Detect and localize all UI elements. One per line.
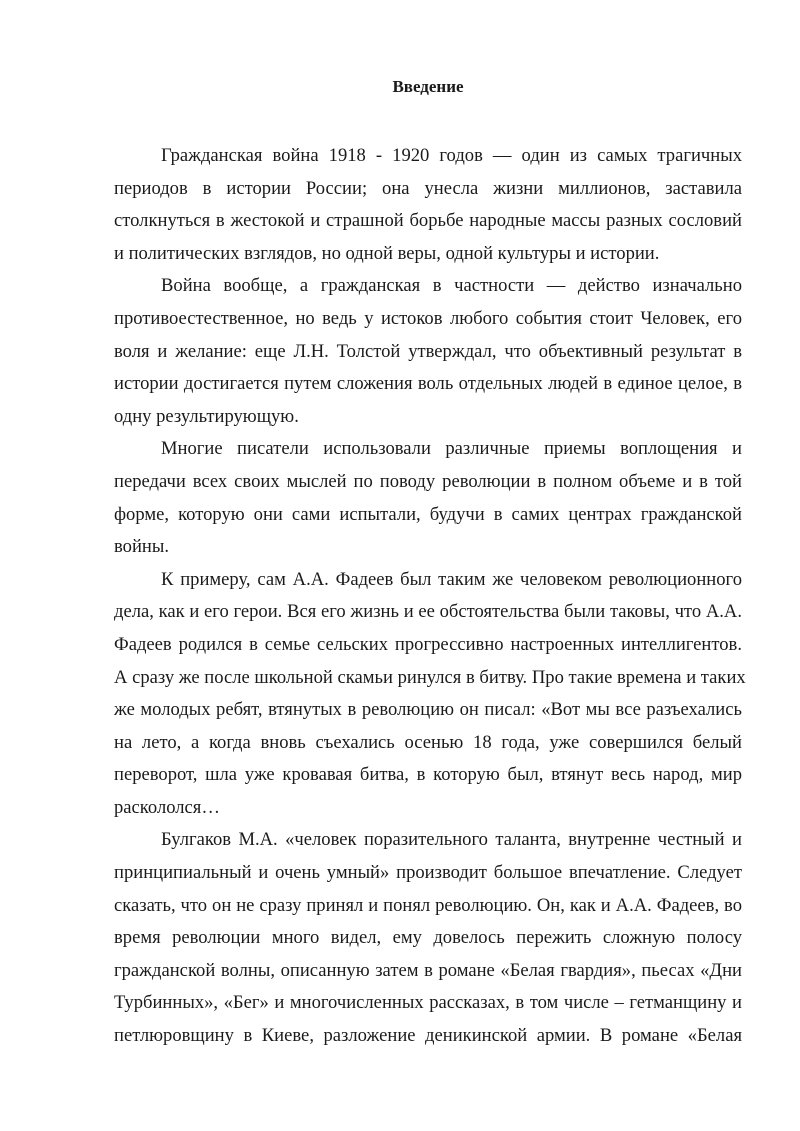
text-line: и политических взглядов, но одной веры, одной культуры и истории. [114, 242, 660, 264]
text-line: Война вообще, а гражданская в частности — действо изначально [161, 275, 742, 297]
text-line: К примеру, сам А.А. Фадеев был таким же человеком революционного [161, 568, 742, 590]
text-line: Гражданская война 1918 - 1920 годов — один из самых трагичных [161, 145, 742, 166]
text-line: А сразу же после школьной скамьи ринулся в битву. Про такие времена и таких [114, 666, 746, 688]
text-line: время революции много видел, ему довелось пережить сложную полосу [114, 927, 742, 949]
text-line: Булгаков М.А. «человек поразительного таланта, внутренне честный и [161, 829, 742, 851]
text-line: истории достигается путем сложения воль отдельных людей в единое целое, в [114, 373, 742, 395]
text-line: сказать, что он не сразу принял и понял революцию. Он, как и А.А. Фадеев, во [114, 894, 742, 916]
text-line: гражданской волны, описанную затем в романе «Белая гвардия», пьесах «Дни [114, 959, 742, 981]
text-line: Фадеев родился в семье сельских прогрессивно настроенных интеллигентов. [114, 633, 742, 655]
text-line: столкнуться в жестокой и страшной борьбе народные массы разных сословий [114, 210, 742, 232]
text-line: передачи всех своих мыслей по поводу революции в полном объеме и в той [114, 470, 742, 492]
text-line: петлюровщину в Киеве, разложение деникинской армии. В романе «Белая [114, 1025, 742, 1047]
page-title: Введение [392, 77, 464, 96]
text-line: переворот, шла уже кровавая битва, в которую был, втянут весь народ, мир [114, 764, 742, 786]
text-line: одну результирующую. [114, 405, 299, 427]
paragraph-5 [114, 824, 742, 1052]
text-line: войны. [114, 536, 169, 558]
paragraph-1 [114, 140, 742, 270]
text-line: форме, которую они сами испытали, будучи в самих центрах гражданской [114, 503, 742, 525]
paragraph-4 [114, 564, 746, 825]
text-line: раскололся… [114, 796, 220, 818]
text-line: воля и желание: еще Л.Н. Толстой утверждал, что объективный результат в [114, 340, 742, 362]
text-line: на лето, а когда вновь съехались осенью 18 года, уже совершился белый [114, 731, 742, 753]
text-line: дела, как и его герои. Вся его жизнь и ее обстоятельства были таковы, что А.А. [114, 601, 742, 623]
text-line: Турбинных», «Бег» и многочисленных рассказах, в том числе – гетманщину и [114, 992, 742, 1014]
text-line: же молодых ребят, втянутых в революцию он писал: «Вот мы все разъехались [114, 699, 742, 721]
text-line: Многие писатели использовали различные приемы воплощения и [161, 438, 742, 460]
body-text [114, 140, 746, 1053]
text-line: противоестественное, но ведь у истоков любого события стоит Человек, его [114, 307, 742, 329]
paragraph-2 [114, 270, 742, 433]
text-line: принципиальный и очень умный» производит большое впечатление. Следует [114, 862, 742, 884]
text-line: периодов в истории России; она унесла жизни миллионов, заставила [114, 177, 742, 199]
paragraph-3 [114, 433, 742, 563]
